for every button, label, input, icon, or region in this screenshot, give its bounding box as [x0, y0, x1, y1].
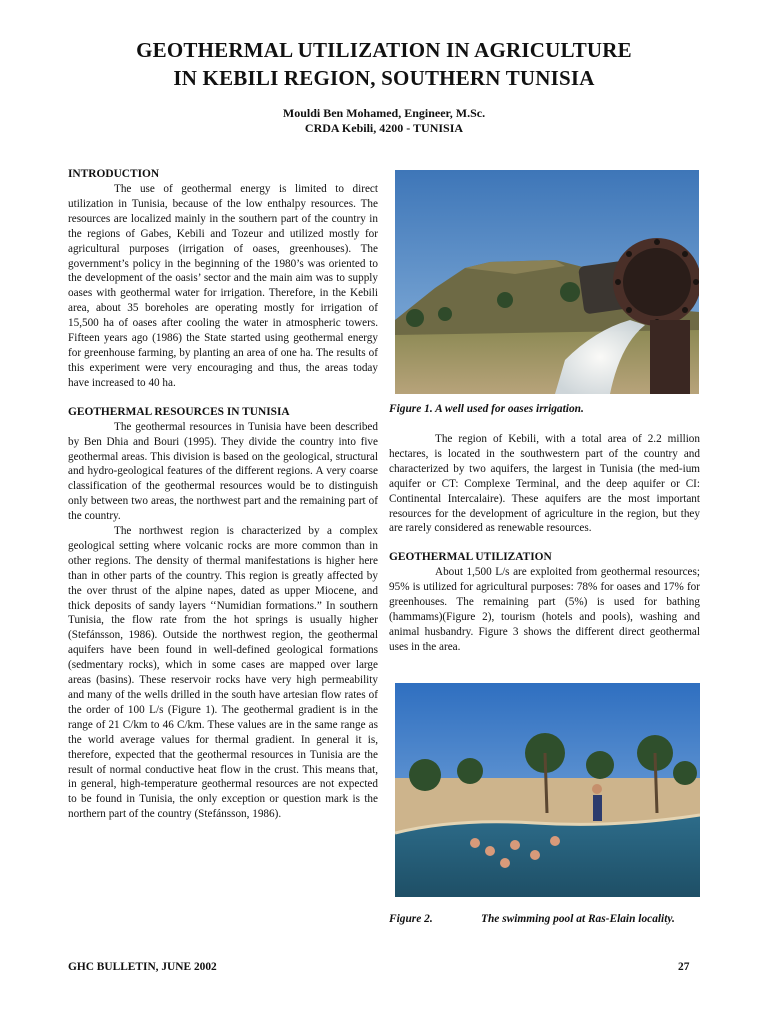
- introduction-paragraph: The use of geothermal energy is limited to direct utilization in Tunisia, because of the low enthalpy resources. The resources are localized mainly in the southern part of the country in the regions of Gabes, Kebili and Tozeur and utilized mostly for agricultural purposes (irrigation of oases, greenhouses). The government’s policy in the beginning of the 1980’s was oriented to the development of the oasis’ sector and the main aim was to supply oases with geothermal water for irrigation. Therefore, in the Kebili area, about 35 boreholes are operating mostly for irrigation of 15,500 ha of oases after cooling the water in atmospheric towers. Fifteen years ago (1986) the State started using geothermal energy for greenhouse farming, by planting an area of one ha. The results of this experiment were very encouraging and thus, the areas today have increased to 40 ha.: [68, 183, 378, 389]
- introduction-heading: INTRODUCTION: [68, 168, 160, 180]
- bulletin-footer: GHC BULLETIN, JUNE 2002: [68, 961, 217, 973]
- title-line-2: IN KEBILI REGION, SOUTHERN TUNISIA: [173, 66, 595, 90]
- figure-2-photo: [395, 683, 700, 897]
- figure-2-number: Figure 2.: [389, 913, 433, 925]
- title-line-1: GEOTHERMAL UTILIZATION IN AGRICULTURE: [136, 38, 632, 62]
- figure-1-photo: [395, 170, 699, 394]
- resources-paragraph-1: The geothermal resources in Tunisia have been described by Ben Dhia and Bouri (1995). They divide the country into five geothermal areas. This division is based on the geological, structural and hydro-geological features of the different regions. A very coarse classification of the geothermal resources would be to distinguish only between two areas, the northwest part and the remaining part of the country.: [68, 420, 378, 523]
- page-number: 27: [678, 961, 690, 973]
- author-name: Mouldi Ben Mohamed, Engineer, M.Sc.: [282, 106, 486, 120]
- resources-paragraph-2: The northwest region is characterized by a complex geological setting where volcanic rocks are more common than in other regions. The density of thermal manifestations is higher here than in other parts of the country. This region is greatly affected by the over thrust of the alpine napes, dated as upper Miocene, and thick deposits of sandy layers ‘‘Numidian formations.” In southern Tunisia, the flow rate from the hot springs is usually higher (Stefánsson, 1986). Outside the northwest region, the geothermal aquifers have been found in well-defined geological formations (sedmentary rocks), which in some cases are mapped over large areas (basins). These reservoir rocks have very high permeability and many of the wells drilled in the south have artesian flow rates of the order of 100 L/s (Figure 1). The geothermal gradient is in the range of 21 C/km to 46 C/km. These values are in the same range as the world average values for thermal gradient. In general it is, therefore, expected that the geothermal resources in Tunisia are the result of normal conductive heat flow in the crust. This means that, in general, high-temperature geothermal resources are not expected to be found in Tunisia, the only exception or question mark is the northern part of the country (Stefánsson, 1986).: [68, 525, 378, 821]
- utilization-heading: GEOTHERMAL UTILIZATION: [389, 551, 552, 564]
- paper-title: [60, 36, 708, 92]
- author-block: [60, 106, 708, 136]
- figure-2-caption: The swimming pool at Ras-Elain locality.: [481, 913, 675, 925]
- resources-heading: GEOTHERMAL RESOURCES IN TUNISIA: [68, 405, 290, 418]
- figure-1-caption: Figure 1. A well used for oases irrigation.: [389, 403, 584, 415]
- utilization-paragraph: About 1,500 L/s are exploited from geothermal resources; 95% is utilized for agricultural purposes: 78% for oases and 17% for greenhouses. The remaining part (5%) is used for bathing (hammams)(Figure 2), tourism (hotels and pools), washing and animal husbandry. Figure 3 shows the different direct geothermal uses in the area.: [389, 566, 700, 653]
- left-column: [68, 167, 378, 822]
- right-column: [389, 432, 700, 655]
- author-affiliation: CRDA Kebili, 4200 - TUNISIA: [304, 121, 464, 135]
- kebili-paragraph: The region of Kebili, with a total area of 2.2 million hectares, is located in the southwestern part of the country and characterized by two aquifers, the largest in Tunisia (the med-ium aquifer or CT: Complexe Terminal, and the deep aquifer or CI: Continental Intercalaire). These aquifers are the most important resources for the development of agriculture in the region, but they are rarely considered as renewable resources.: [389, 433, 700, 535]
